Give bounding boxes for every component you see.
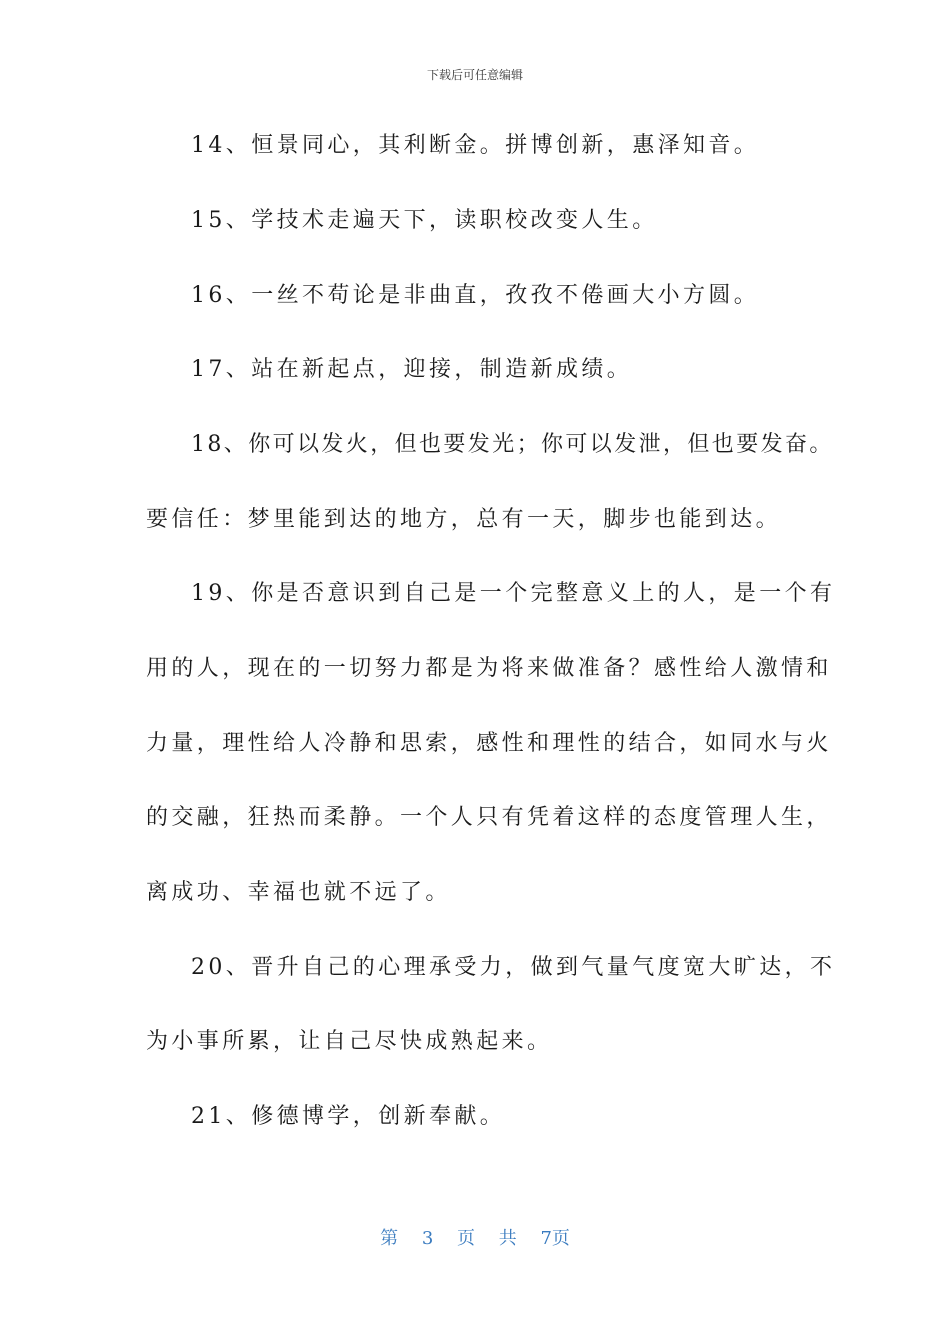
text-line: 力量，理性给人冷静和思索，感性和理性的结合，如同水与火 xyxy=(146,731,832,756)
text-line: 离成功、幸福也就不远了。 xyxy=(146,880,451,905)
page-header: 下载后可任意编辑 xyxy=(426,68,523,82)
text-line: 14、恒景同心，其利断金。拼博创新，惠泽知音。 xyxy=(191,133,760,158)
text-line: 15、学技术走遍天下，读职校改变人生。 xyxy=(191,208,658,233)
text-line: 21、修德博学，创新奉献。 xyxy=(191,1104,506,1129)
page-footer xyxy=(0,1226,950,1252)
text-line: 用的人，现在的一切努力都是为将来做准备？感性给人激情和 xyxy=(146,656,832,681)
text-line: 17、站在新起点，迎接，制造新成绩。 xyxy=(191,357,633,382)
footer-page-number: 3 xyxy=(421,1228,434,1249)
text-line: 的交融，狂热而柔静。一个人只有凭着这样的态度管理人生， xyxy=(146,805,832,830)
text-line: 19、你是否意识到自己是一个完整意义上的人，是一个有 xyxy=(191,581,836,606)
text-line: 16、一丝不苟论是非曲直，孜孜不倦画大小方圆。 xyxy=(191,283,760,308)
footer-gong: 共 xyxy=(498,1228,517,1249)
text-line: 18、你可以发火，但也要发光；你可以发泄，但也要发奋。 xyxy=(191,432,834,457)
footer-total-pages: 7页 xyxy=(540,1228,570,1249)
text-line: 20、晋升自己的心理承受力，做到气量气度宽大旷达，不 xyxy=(191,955,836,980)
text-line: 要信任：梦里能到达的地方，总有一天，脚步也能到达。 xyxy=(146,507,782,532)
footer-ye: 页 xyxy=(457,1228,475,1249)
footer-di: 第 xyxy=(380,1228,399,1249)
text-line: 为小事所累，让自己尽快成熟起来。 xyxy=(146,1029,553,1054)
